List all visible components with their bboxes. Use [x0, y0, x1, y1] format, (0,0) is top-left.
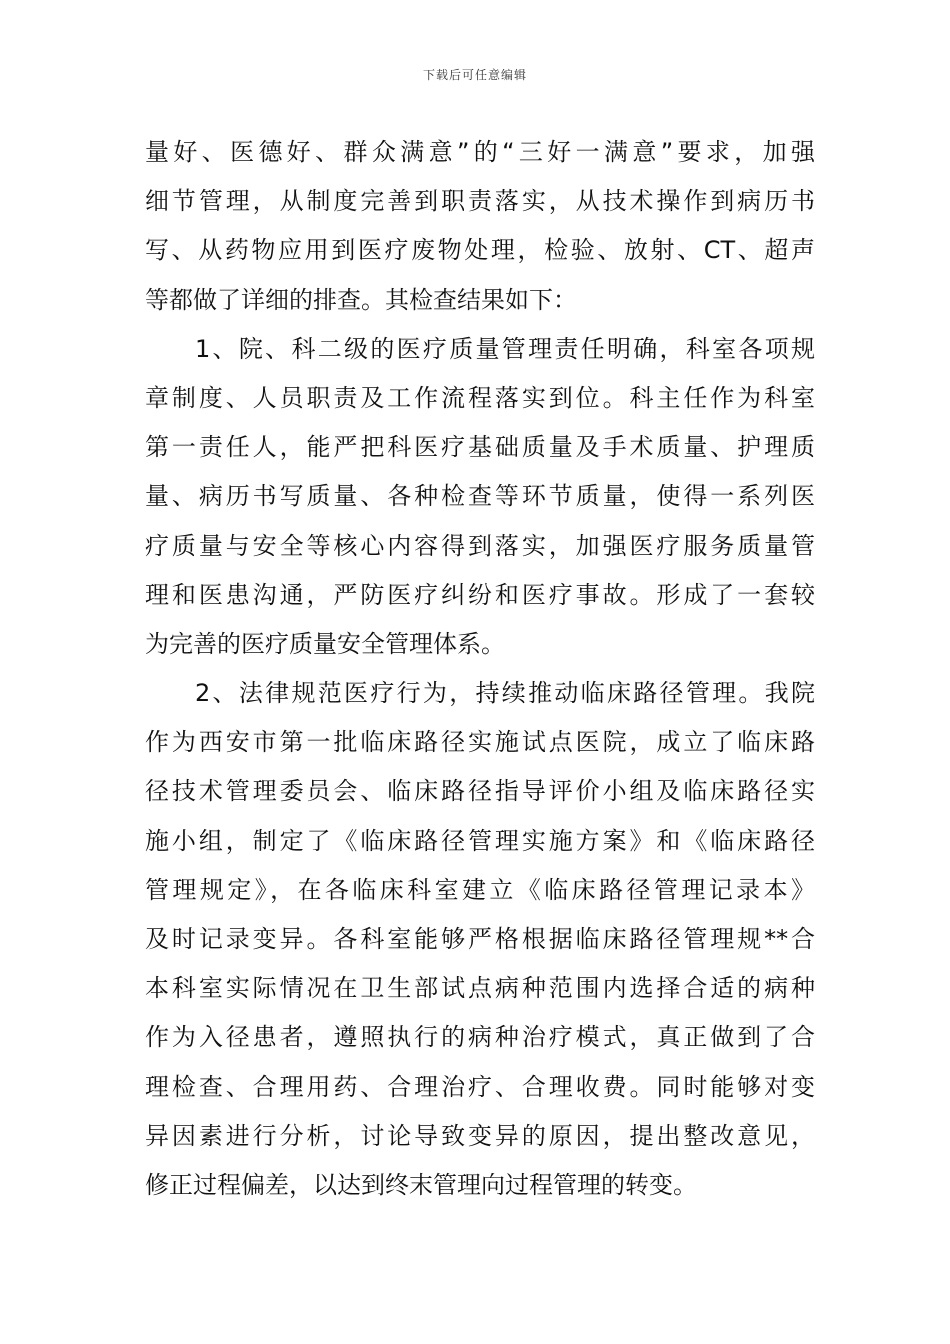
body-text [145, 128, 815, 1210]
paragraph-2-first-line: 2、法律规范医疗行为，持续推动临床路径管理。我院 [195, 679, 815, 708]
text-line: 写、从药物应用到医疗废物处理，检验、放射、CT、超声 [145, 236, 815, 265]
text-line: 疗质量与安全等核心内容得到落实，加强医疗服务质量管 [145, 531, 815, 560]
text-line: 细节管理，从制度完善到职责落实，从技术操作到病历书 [145, 187, 815, 216]
text-line: 异因素进行分析，讨论导致变异的原因，提出整改意见， [145, 1121, 815, 1150]
text-line: 量好、医德好、群众满意”的“三好一满意”要求，加强 [145, 138, 815, 166]
text-line: 施小组，制定了《临床路径管理实施方案》和《临床路径 [145, 826, 815, 855]
text-line: 作为入径患者，遵照执行的病种治疗模式，真正做到了合 [145, 1023, 815, 1052]
page-header: 下载后可任意编辑 [422, 68, 527, 82]
text-line: 理和医患沟通，严防医疗纠纷和医疗事故。形成了一套较 [145, 580, 815, 609]
text-line: 章制度、人员职责及工作流程落实到位。科主任作为科室 [145, 383, 815, 412]
text-line: 第一责任人，能严把科医疗基础质量及手术质量、护理质 [145, 433, 815, 462]
text-line: 径技术管理委员会、临床路径指导评价小组及临床路径实 [145, 777, 815, 806]
text-line: 管理规定》，在各临床科室建立《临床路径管理记录本》 [145, 875, 815, 904]
text-line: 量、病历书写质量、各种检查等环节质量，使得一系列医 [145, 482, 815, 511]
text-line: 等都做了详细的排查。其检查结果如下： [145, 285, 577, 314]
text-line: 修正过程偏差，以达到终末管理向过程管理的转变。 [145, 1170, 697, 1199]
paragraph-1-first-line: 1、院、科二级的医疗质量管理责任明确，科室各项规 [195, 334, 815, 363]
text-line: 为完善的医疗质量安全管理体系。 [145, 629, 505, 658]
text-line: 及时记录变异。各科室能够严格根据临床路径管理规**合 [145, 925, 815, 953]
text-line: 理检查、合理用药、合理治疗、合理收费。同时能够对变 [145, 1072, 815, 1101]
text-line: 本科室实际情况在卫生部试点病种范围内选择合适的病种 [145, 974, 815, 1003]
text-line: 作为西安市第一批临床路径实施试点医院，成立了临床路 [145, 728, 815, 757]
